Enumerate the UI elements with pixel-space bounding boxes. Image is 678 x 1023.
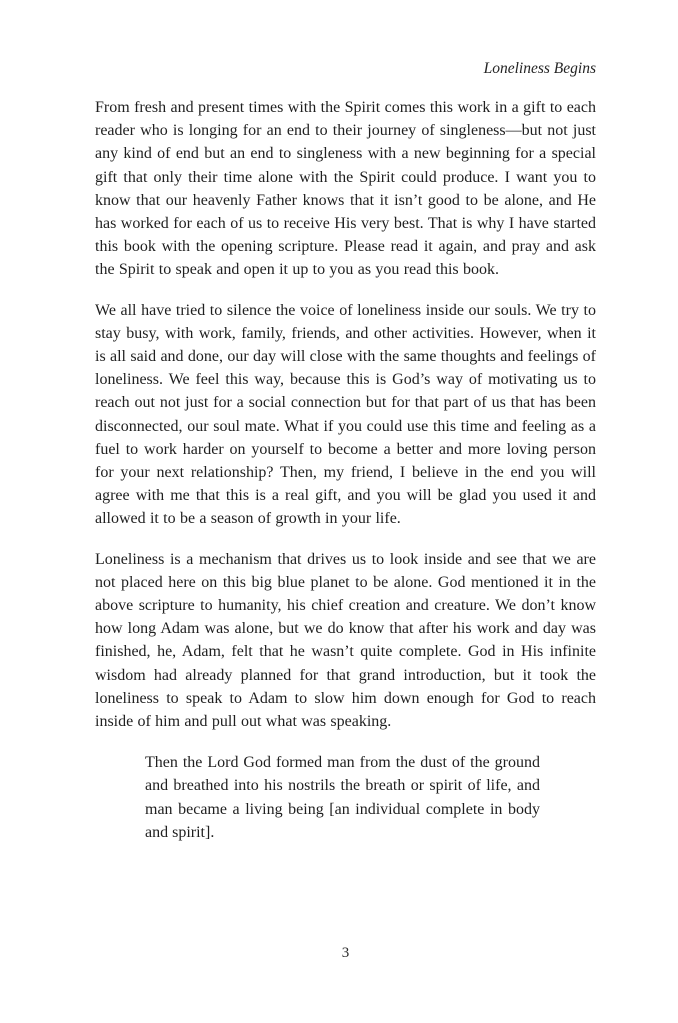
body-paragraph: From fresh and present times with the Spirit comes this work in a gift to each reader who is longing for an end to their journey of singleness—but not just any kind of end but an end to singleness with a new beginning for a special gift that only their time alone with the Spirit could produce. I want you to know that our heavenly Father knows that it isn’t good to be alone, and He has worked for each of us to receive His very best. That is why I have started this book with the opening scripture. Please read it again, and pray and ask the Spirit to speak and open it up to you as you read this book. bbox=[95, 99, 596, 279]
running-head: Loneliness Begins bbox=[483, 60, 596, 77]
page-number: 3 bbox=[341, 945, 350, 961]
text-block bbox=[95, 59, 596, 844]
block-quote: Then the Lord God formed man from the dust of the ground and breathed into his nostrils the breath or spirit of life, and man became a living being [an individual complete in body and spirit]. bbox=[145, 754, 540, 841]
body-paragraph: Loneliness is a mechanism that drives us to look inside and see that we are not placed here on this big blue planet to be alone. God mentioned it in the above scripture to humanity, his chief creation and creature. We don’t know how long Adam was alone, but we do know that after his work and day was finished, he, Adam, felt that he wasn’t quite complete. God in His infinite wisdom had already planned for that grand introduction, but it took the loneliness to speak to Adam to slow him down enough for God to reach inside of him and pull out what was speaking. bbox=[95, 550, 596, 731]
body-paragraph: We all have tried to silence the voice of loneliness inside our souls. We try to stay busy, with work, family, friends, and other activities. However, when it is all said and done, our day will close with the same thoughts and feelings of loneliness. We feel this way, because this is God’s way of motivating us to reach out not just for a social connection but for that part of us that has been disconnected, our soul mate. What if you could use this time and feeling as a fuel to work harder on yourself to become a better and more loving person for your next relationship? Then, my friend, I believe in the end you will agree with me that this is a real gift, and you will be glad you used it and allowed it to be a season of growth in your life. bbox=[95, 301, 596, 528]
